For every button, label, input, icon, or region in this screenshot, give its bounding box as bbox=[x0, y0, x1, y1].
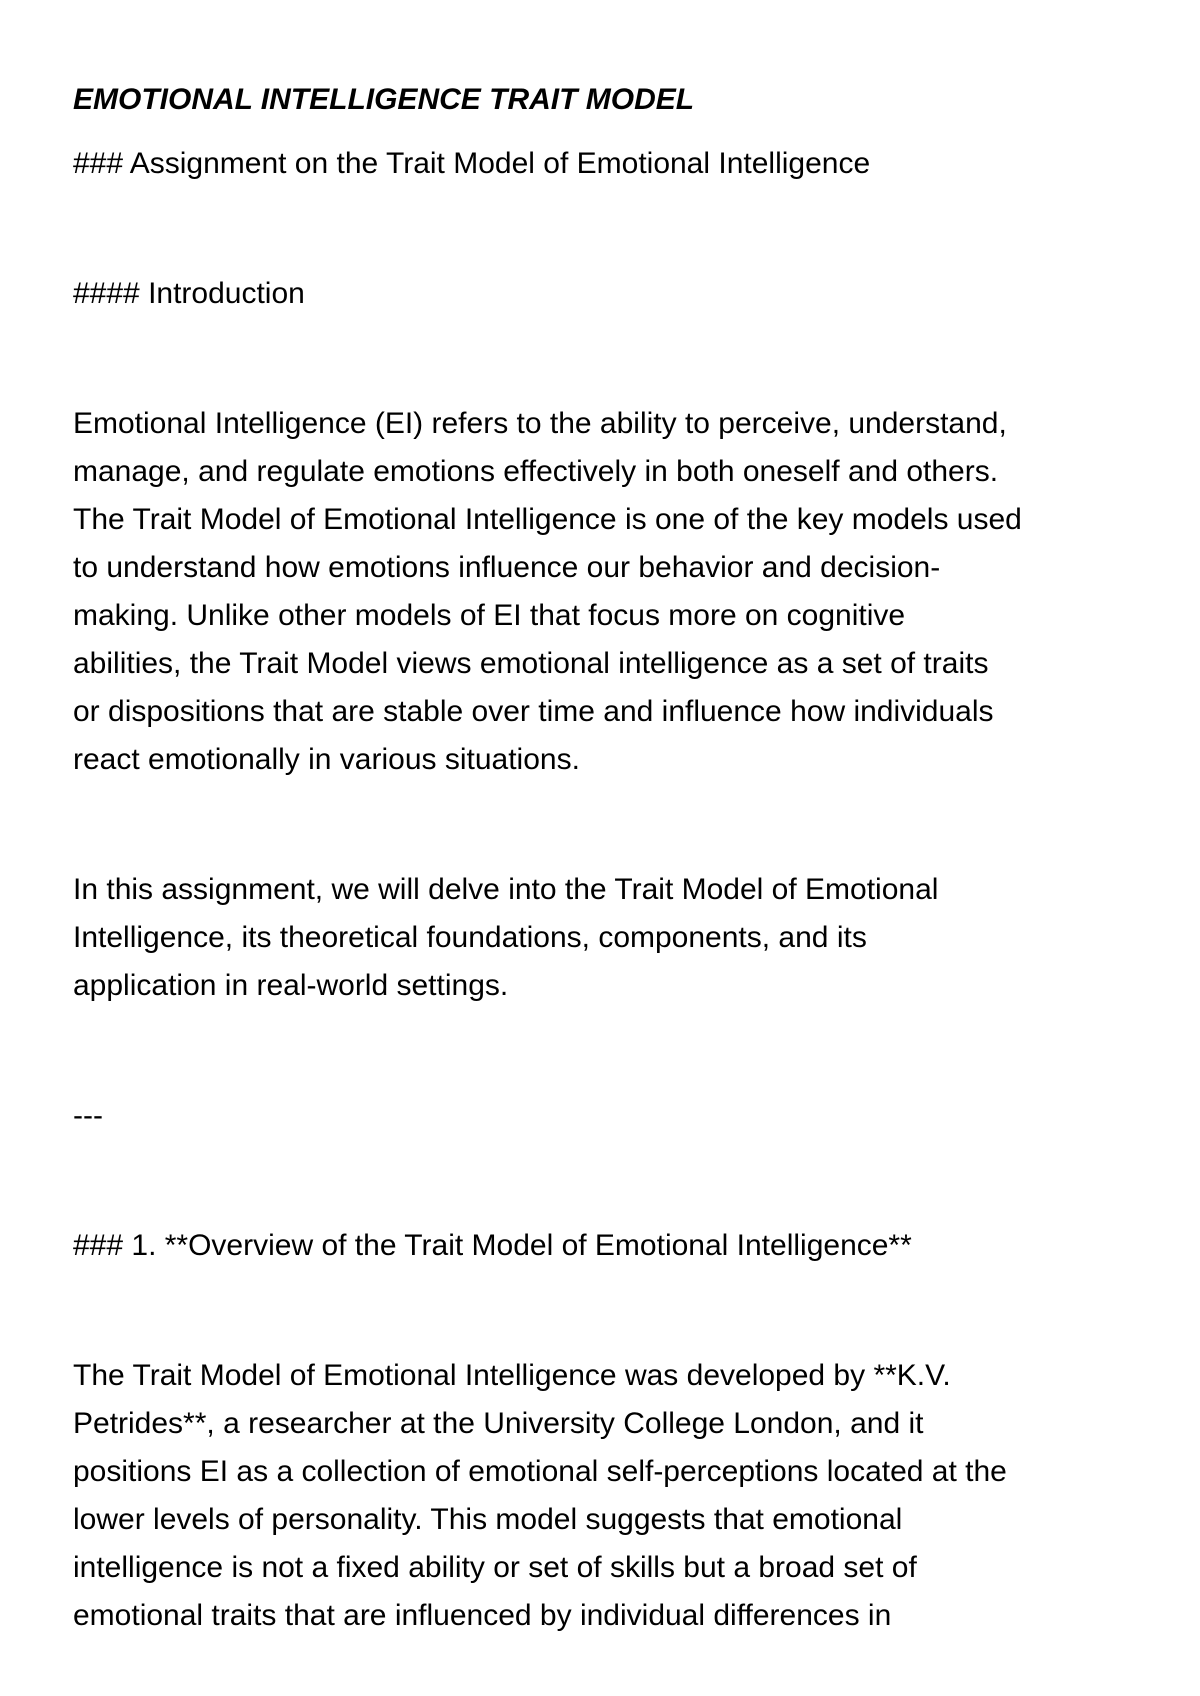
document-title: EMOTIONAL INTELLIGENCE TRAIT MODEL bbox=[73, 83, 695, 116]
section-1-heading: ### 1. **Overview of the Trait Model of Emotional Intelligence** bbox=[73, 1229, 912, 1262]
paragraph-line: to understand how emotions influence our behavior and decision- bbox=[73, 551, 941, 584]
paragraph-line: lower levels of personality. This model suggests that emotional bbox=[73, 1503, 903, 1536]
paragraph-line: emotional traits that are influenced by individual differences in bbox=[73, 1599, 892, 1632]
paragraph-line: Intelligence, its theoretical foundations, components, and its bbox=[73, 921, 867, 954]
assignment-subtitle: ### Assignment on the Trait Model of Emotional Intelligence bbox=[73, 147, 871, 180]
paragraph-line: manage, and regulate emotions effectively in both oneself and others. bbox=[73, 455, 999, 488]
paragraph-line: The Trait Model of Emotional Intelligence is one of the key models used bbox=[73, 503, 1022, 536]
introduction-paragraph-2 bbox=[73, 866, 1143, 1010]
paragraph-line: intelligence is not a fixed ability or set of skills but a broad set of bbox=[73, 1551, 917, 1584]
paragraph-line: In this assignment, we will delve into the Trait Model of Emotional bbox=[73, 873, 939, 906]
paragraph-line: or dispositions that are stable over time and influence how individuals bbox=[73, 695, 994, 728]
document-page bbox=[73, 76, 1143, 1640]
paragraph-line: The Trait Model of Emotional Intelligence was developed by **K.V. bbox=[73, 1359, 951, 1392]
section-separator: --- bbox=[73, 1099, 103, 1132]
paragraph-line: application in real-world settings. bbox=[73, 969, 509, 1002]
introduction-heading: #### Introduction bbox=[73, 277, 305, 310]
section-1-paragraph bbox=[73, 1352, 1143, 1640]
paragraph-line: making. Unlike other models of EI that focus more on cognitive bbox=[73, 599, 906, 632]
paragraph-line: Petrides**, a researcher at the University College London, and it bbox=[73, 1407, 924, 1440]
paragraph-line: react emotionally in various situations. bbox=[73, 743, 580, 776]
paragraph-line: abilities, the Trait Model views emotional intelligence as a set of traits bbox=[73, 647, 989, 680]
paragraph-line: positions EI as a collection of emotional self-perceptions located at the bbox=[73, 1455, 1007, 1488]
introduction-paragraph-1 bbox=[73, 400, 1143, 784]
paragraph-line: Emotional Intelligence (EI) refers to the ability to perceive, understand, bbox=[73, 407, 1007, 440]
